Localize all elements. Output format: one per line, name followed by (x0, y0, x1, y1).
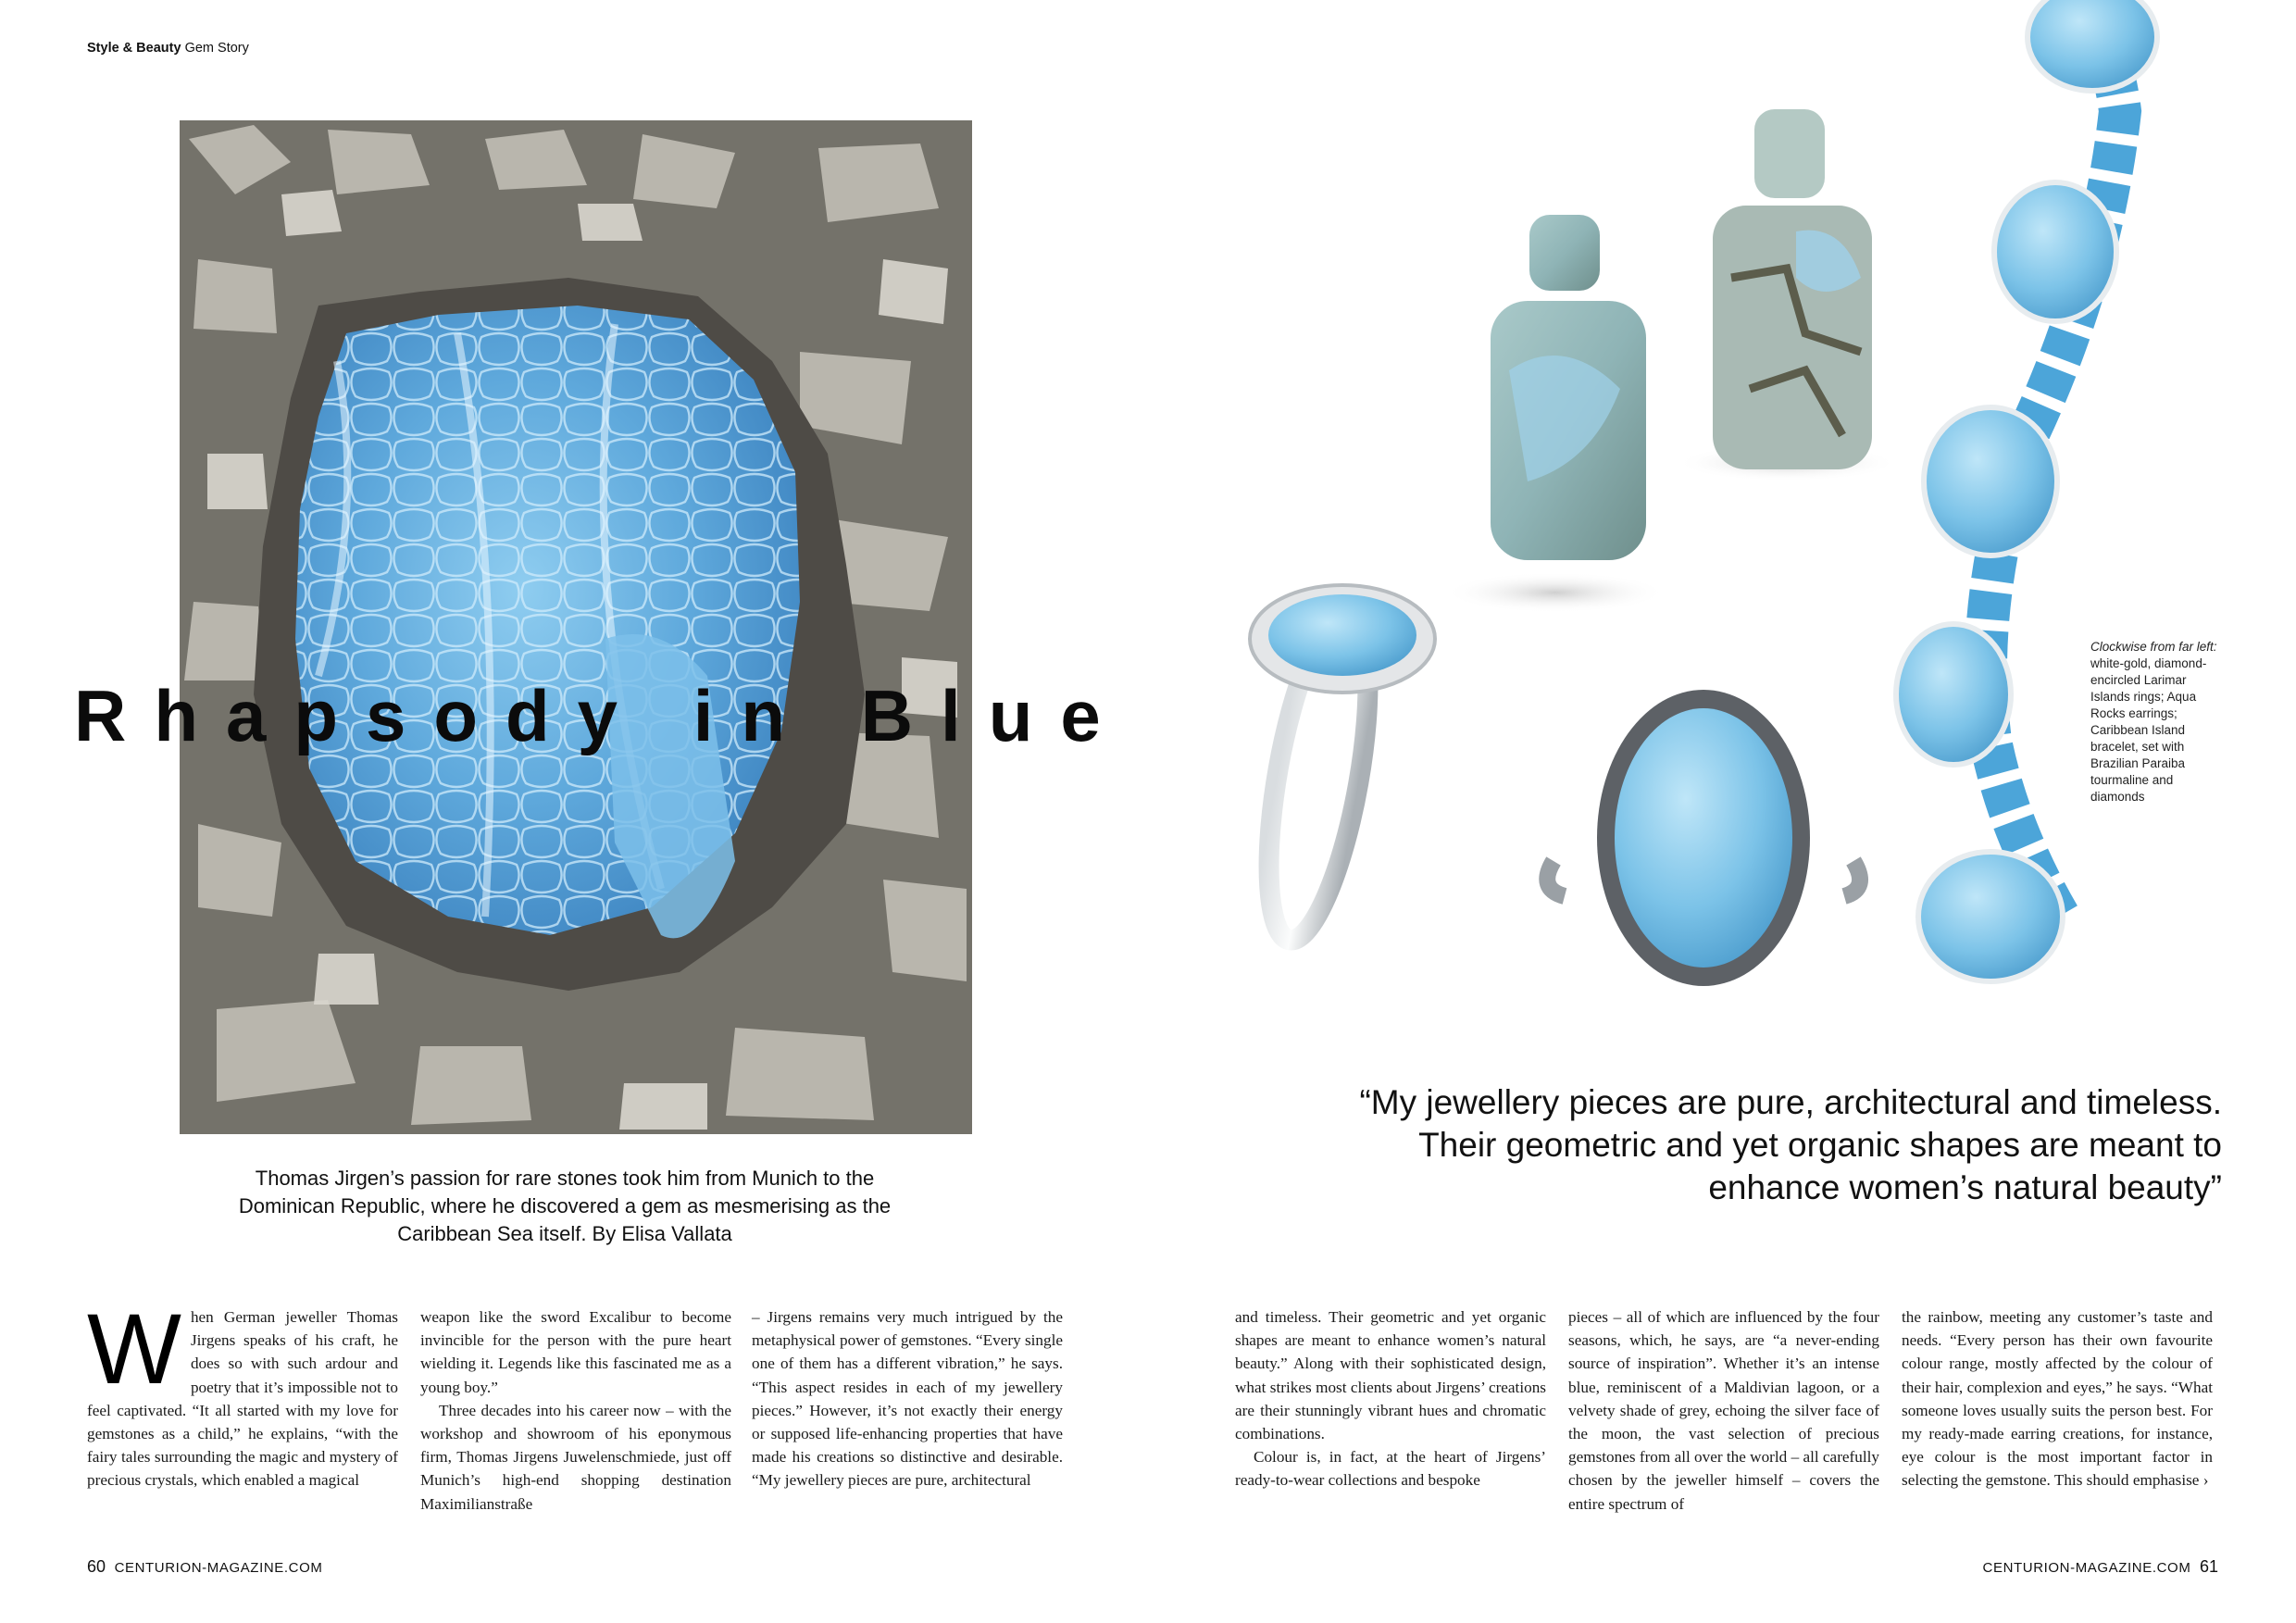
body-column-1 (87, 1292, 398, 1492)
running-header (87, 41, 249, 56)
paragraph: and timeless. Their geometric and yet organic shapes are meant to enhance women’s natural beauty.” Along with their sophisticated design, what strikes most clients about Jirgens’ creations are their stunningly vibrant hues and chromatic combinations. (1235, 1308, 1546, 1443)
subsection-label: Gem Story (184, 41, 249, 56)
caption-text: white-gold, diamond-encircled Larimar Islands rings; Aqua Rocks earrings; Caribbean Island bracelet, set with Brazilian Paraiba tourmaline and diamonds (2090, 656, 2207, 804)
dropcap: W (87, 1292, 181, 1405)
site-url: CENTURION-MAGAZINE.COM (114, 1560, 323, 1576)
folio-right (1983, 1557, 2218, 1577)
larimar-ring-right (1547, 690, 1860, 986)
folio-left (87, 1557, 322, 1577)
standfirst: Thomas Jirgen’s passion for rare stones took him from Munich to the Dominican Republic, where he discovered a gem as mesmerising as the Caribbean Sea itself. By Elisa Vallata (238, 1167, 892, 1245)
section-label: Style & Beauty (87, 41, 181, 56)
body-column-5 (1568, 1305, 1879, 1516)
paragraph: hen German jeweller Thomas Jirgens speaks of his craft, he does so with such ardour and poetry that it’s impossible not to feel captivated. “It all started with my love for gemstones as a child,” he explains, “with the fairy tales surrounding the magic and mystery of precious crystals, which enabled a magical (87, 1308, 398, 1490)
body-column-3 (752, 1305, 1063, 1492)
aqua-rocks-earrings (1444, 109, 1898, 613)
page-number: 60 (87, 1557, 106, 1576)
paragraph: pieces – all of which are influenced by the four seasons, which, he says, are “a never-ending source of inspiration”. Whether it’s an intense blue, reminiscent of a Maldivian lagoon, or a velvety shade of grey, echoing the silver face of the moon, the vast selection of precious gemstones from all over the world – all carefully chosen by the jeweller himself – covers the entire spectrum of (1568, 1308, 1880, 1513)
site-url: CENTURION-MAGAZINE.COM (1982, 1560, 2191, 1576)
photo-caption (2090, 639, 2220, 805)
paragraph: – Jirgens remains very much intrigued by the metaphysical power of gemstones. “Every single one of them has a different vibration,” he says. “This aspect resides in each of my jewellery pieces.” However, it’s not exactly their energy or supposed life-enhancing properties that have made his creations so distinctive and desirable. “My jewellery pieces are pure, architectural (752, 1308, 1064, 1490)
larimar-ring-left (1249, 585, 1435, 947)
paragraph: Three decades into his career now – with the workshop and showroom of his eponymous firm, Thomas Jirgens Juwelenschmiede, just off Munich’s high-end shopping destination Maximilianstraße (420, 1401, 731, 1513)
paragraph: the rainbow, meeting any customer’s taste and needs. “Every person has their own favourite colour range, mostly affected by the colour of their hair, complexion and eyes,” he says. “What someone loves usually suits the person best. For my ready-made earring creations, for instance, eye colour is the most important factor in selecting the gemstone. This should emphasise › (1902, 1308, 2213, 1490)
caption-lead: Clockwise from far left: (2090, 640, 2217, 654)
jewellery-photo (1157, 0, 2296, 1055)
body-column-6 (1902, 1305, 2213, 1492)
article-title: Rhapsody in Blue (74, 675, 1129, 756)
body-column-2 (420, 1305, 731, 1516)
pull-quote: “My jewellery pieces are pure, architectural and timeless. Their geometric and yet organic shapes are meant to enhance women’s natural beauty” (1359, 1083, 2222, 1206)
paragraph: Colour is, in fact, at the heart of Jirgens’ ready-to-wear collections and bespoke (1235, 1448, 1546, 1490)
body-column-4 (1235, 1305, 1546, 1492)
page-number: 61 (2199, 1557, 2218, 1576)
paragraph: weapon like the sword Excalibur to become invincible for the person with the pure heart wielding it. Legends like this fascinated me as a young boy.” (420, 1308, 731, 1396)
caribbean-island-bracelet (1896, 0, 2157, 981)
larimar-rock-photo (180, 120, 972, 1134)
